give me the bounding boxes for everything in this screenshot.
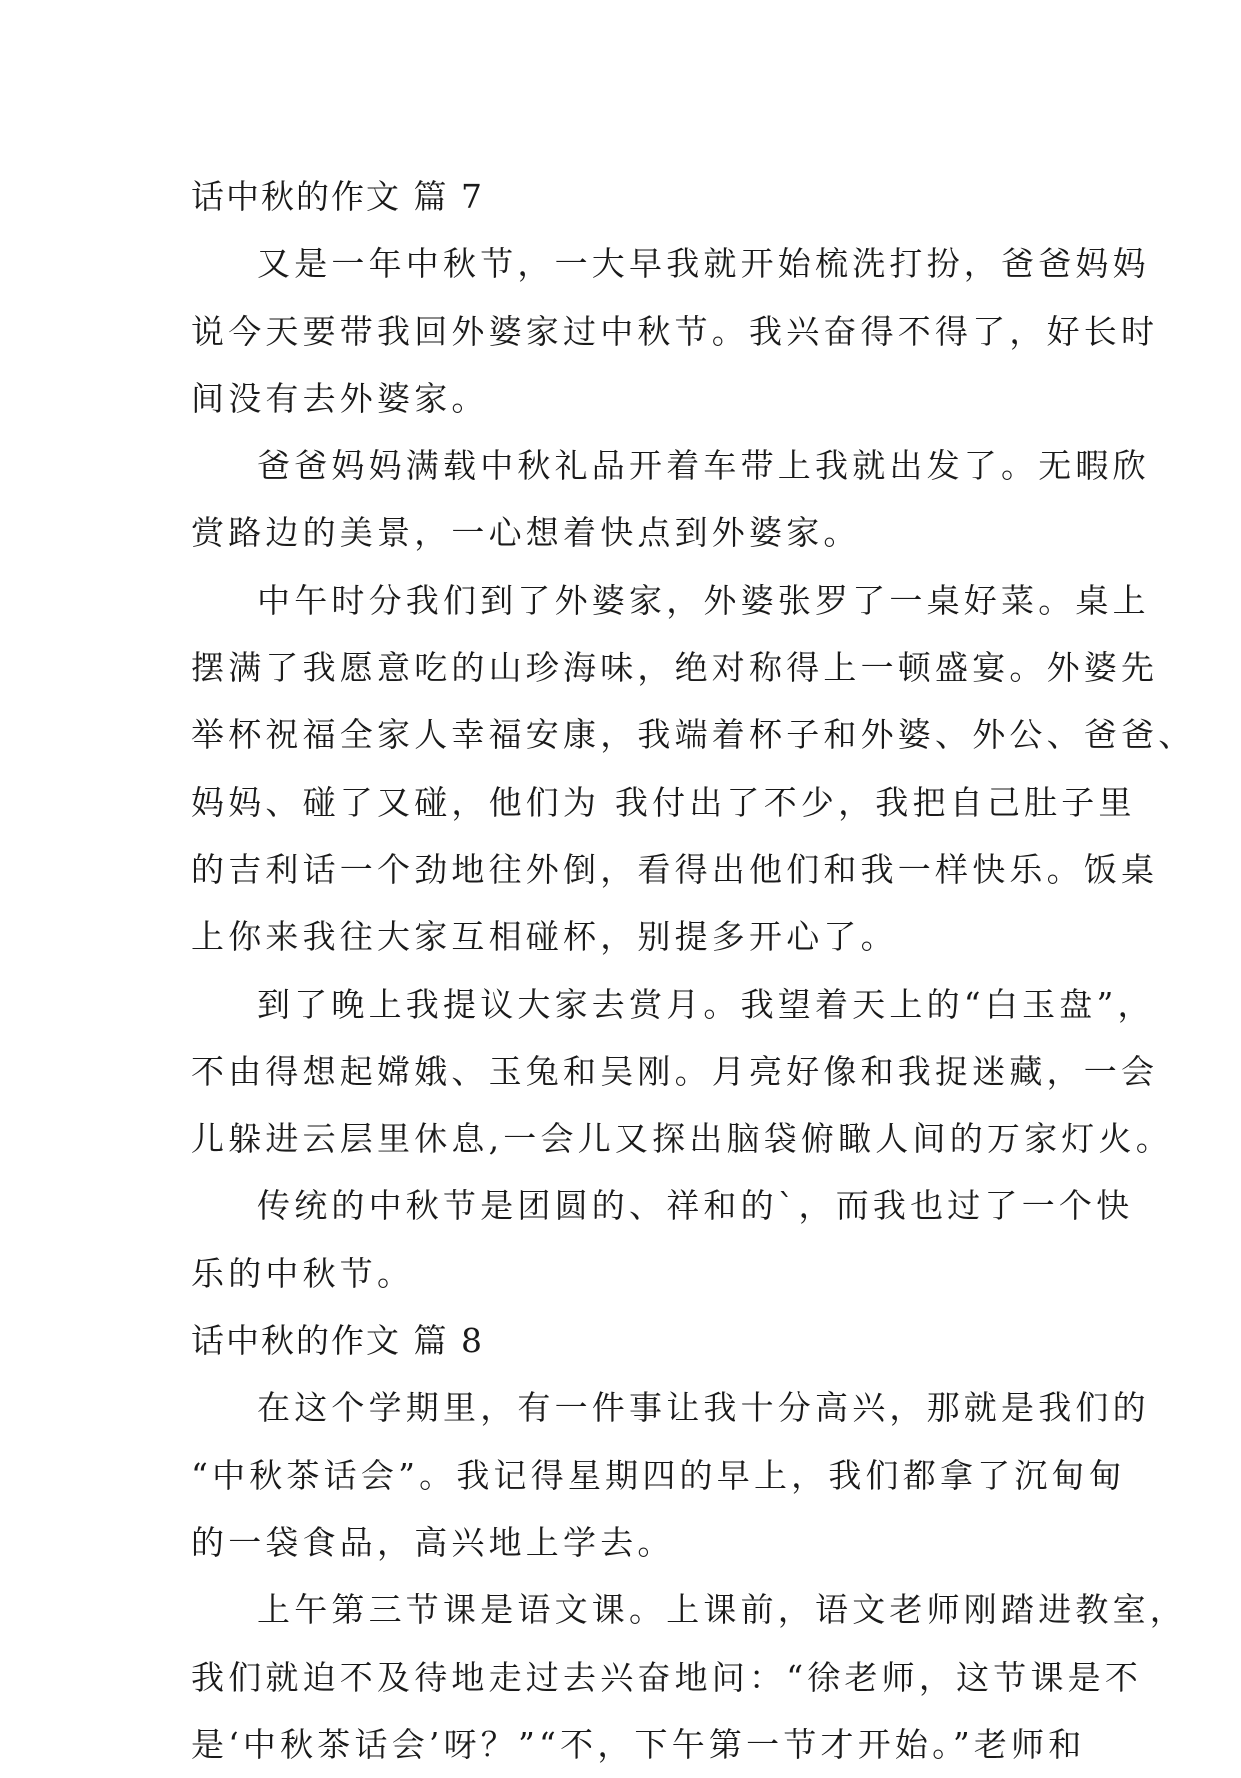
section-heading: 话中秋的作文 篇 7: [191, 177, 484, 216]
paragraph-line: 摆满了我愿意吃的山珍海味，绝对称得上一顿盛宴。外婆先: [191, 648, 1159, 688]
paragraph-line: 是‘中秋茶话会’呀？”“不，下午第一节才开始。”老师和: [191, 1724, 1086, 1764]
paragraph-line: 赏路边的美景，一心想着快点到外婆家。: [191, 513, 861, 553]
document-page: [191, 163, 1196, 1778]
paragraph-line: 乐的中秋节。: [191, 1253, 415, 1293]
paragraph-line: 上午第三节课是语文课。上课前，语文老师刚踏进教室，: [257, 1590, 1187, 1630]
section-heading: 话中秋的作文 篇 8: [191, 1321, 484, 1361]
paragraph-line: 的一袋食品，高兴地上学去。: [191, 1522, 675, 1562]
paragraph-line: 说今天要带我回外婆家过中秋节。我兴奋得不得了，好长时: [191, 311, 1159, 351]
paragraph-line: 我们就迫不及待地走过去兴奋地问：“徐老师，这节课是不: [191, 1657, 1143, 1697]
paragraph-line: 上你来我往大家互相碰杯，别提多开心了。: [191, 917, 898, 957]
paragraph-line: 儿躲进云层里休息,一会儿又探出脑袋俯瞰人间的万家灯火。: [191, 1119, 1173, 1159]
paragraph-line: 在这个学期里，有一件事让我十分高兴，那就是我们的: [257, 1388, 1150, 1428]
paragraph-line: 中午时分我们到了外婆家，外婆张罗了一桌好菜。桌上: [257, 580, 1150, 620]
paragraph-line: 又是一年中秋节，一大早我就开始梳洗打扮，爸爸妈妈: [257, 244, 1150, 284]
paragraph-line: 不由得想起嫦娥、玉兔和吴刚。月亮好像和我捉迷藏，一会: [191, 1051, 1159, 1091]
paragraph-line: 到了晚上我提议大家去赏月。我望着天上的“白玉盘”，: [257, 984, 1155, 1024]
paragraph-line: 妈妈、碰了又碰，他们为 我付出了不少，我把自己肚子里: [191, 782, 1136, 822]
paragraph-line: 爸爸妈妈满载中秋礼品开着车带上我就出发了。无暇欣: [257, 446, 1150, 486]
paragraph-line: 传统的中秋节是团圆的、祥和的`，而我也过了一个快: [257, 1186, 1134, 1226]
paragraph-line: 间没有去外婆家。: [191, 378, 489, 418]
paragraph-line: 举杯祝福全家人幸福安康，我端着杯子和外婆、外公、爸爸、: [191, 715, 1196, 755]
paragraph-line: “中秋茶话会”。我记得星期四的早上，我们都拿了沉甸甸: [191, 1455, 1126, 1495]
paragraph-line: 的吉利话一个劲地往外倒，看得出他们和我一样快乐。饭桌: [191, 849, 1159, 889]
